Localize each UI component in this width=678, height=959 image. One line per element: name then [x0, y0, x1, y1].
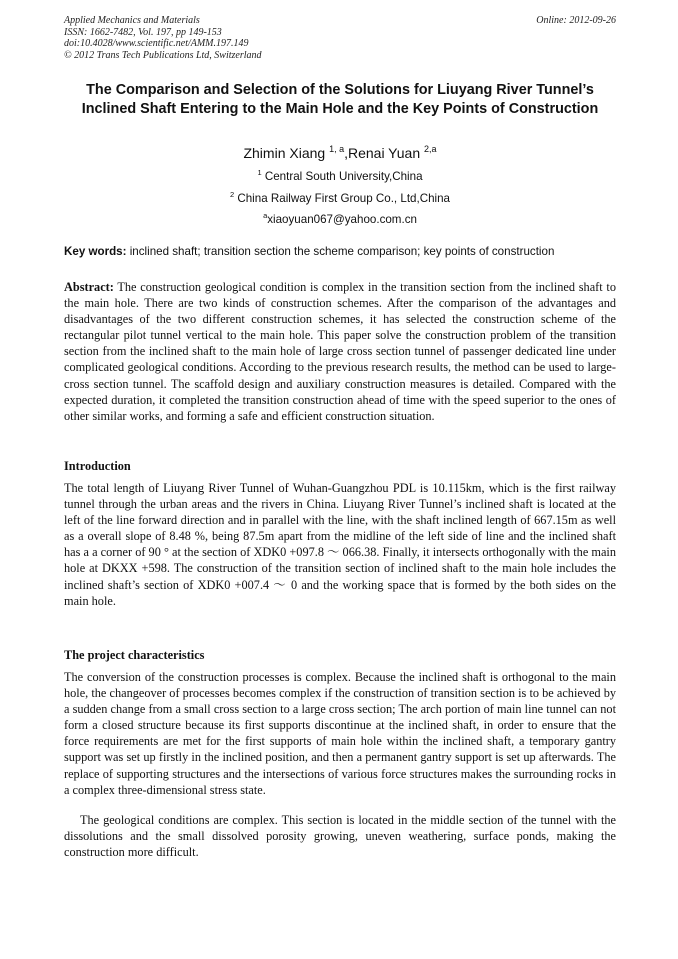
- issn-line: ISSN: 1662-7482, Vol. 197, pp 149-153: [64, 26, 222, 38]
- project-paragraph-2: The geological conditions are complex. This section is located in the middle section of the tunnel with the dissolutions and the small dissolved porosity growing, uneven weathering, surface ponds, making the construction more difficult.: [64, 813, 616, 860]
- author-affiliation-mark: 2,a: [424, 144, 437, 154]
- section-heading-project-characteristics: The project characteristics: [64, 648, 205, 662]
- affiliation-2: [64, 190, 616, 205]
- online-date: Online: 2012-09-26: [536, 15, 616, 26]
- keywords: [64, 245, 616, 258]
- introduction-paragraph: The total length of Liuyang River Tunnel of Wuhan-Guangzhou PDL is 10.115km, which is the first railway tunnel through the urban areas and the rivers in China. Liuyang River Tunnel’s inclined shaft is located at the left of the line forward direction and in parallel with the line, with the shaft inclined length of 667.15m as well as a overall slope of 8.48 %, being 87.5m apart from the midline of the left side of line and the inclined shaft has a a corner of 90 ° at the section of XDK0 +097.8 ～ 066.38. Finally, it intersects orthogonally with the main hole at DKXX +598. The construction of the transition section of inclined shaft to the main hole includes the inclined shaft’s section of XDK0 +007.4 ～ 0 and the working space that is formed by the both sides on the main hole.: [64, 481, 616, 608]
- section-heading-introduction: Introduction: [64, 459, 131, 473]
- affiliation-text: Central South University,China: [261, 170, 423, 183]
- email-address: xiaoyuan067@yahoo.com.cn: [267, 213, 417, 226]
- journal-name: Applied Mechanics and Materials: [64, 15, 200, 26]
- affiliation-mark: 2: [229, 190, 235, 199]
- doi-line: doi:10.4028/www.scientific.net/AMM.197.149: [64, 38, 249, 49]
- abstract-text: The construction geological condition is complex in the transition section from the inclined shaft to the main hole. There are two kinds of construction schemes. After the comparison of the advantages and disadvantages of the two different construction schemes, it has selected the construction scheme of the rectangular pilot tunnel vertical to the main hole. This paper solve the construction problem of the transition section from the inclined shaft to the main hole of large cross section tunnel of passenger dedicated line under complicated geological conditions. According to the previous research results, the method can be used to large-cross section tunnel. The scaffold design and auxiliary construction measures is detailed. Compared with the expected duration, it completed the transition construction ahead of time with the speed superior to the ones of other similar works, and forming a safe and efficient construction situation.: [64, 280, 616, 423]
- author-name: Renai Yuan: [347, 145, 424, 161]
- affiliation-text: China Railway First Group Co., Ltd,China: [234, 192, 451, 205]
- project-paragraph-1: The conversion of the construction processes is complex. Because the inclined shaft is orthogonal to the main hole, the changeover of processes becomes complex if the construction of transition section is to be achieved by a sudden change from a small cross section to a large cross section; The arch portion of main line tunnel can not form a closed structure because its first supports discontinue at the inclined shaft, in order to ensure that the force requirements are met for the first supports of main hole within the inclined shaft, a temporary gantry support was set up firstly in the inclined position, and then a permanent gantry support is set up afterwards. The replace of supporting structures and the intersections of various force structures makes the surrounding rocks in a complex three-dimensional stress state.: [64, 670, 616, 797]
- journal-header: [64, 15, 616, 61]
- author-affiliation-mark: 1, a: [329, 144, 345, 154]
- affiliation-mark: 1: [257, 168, 262, 177]
- keywords-text: inclined shaft; transition section the scheme comparison; key points of construction: [126, 245, 555, 258]
- author-name: Zhimin Xiang: [243, 145, 330, 161]
- email-line: [64, 211, 616, 226]
- affiliation-1: [64, 168, 616, 183]
- email-mark: a: [263, 211, 268, 220]
- abstract: [64, 279, 616, 424]
- paper-title: The Comparison and Selection of the Solutions for Liuyang River Tunnel’s Inclined Shaft Entering to the Main Hole and the Key Points of Construction: [81, 82, 599, 117]
- author-line: [64, 144, 616, 161]
- abstract-label: Abstract:: [64, 280, 114, 294]
- copyright-line: © 2012 Trans Tech Publications Ltd, Switzerland: [64, 49, 262, 61]
- keywords-label: Key words:: [64, 245, 127, 258]
- author-separator: ,: [344, 145, 348, 161]
